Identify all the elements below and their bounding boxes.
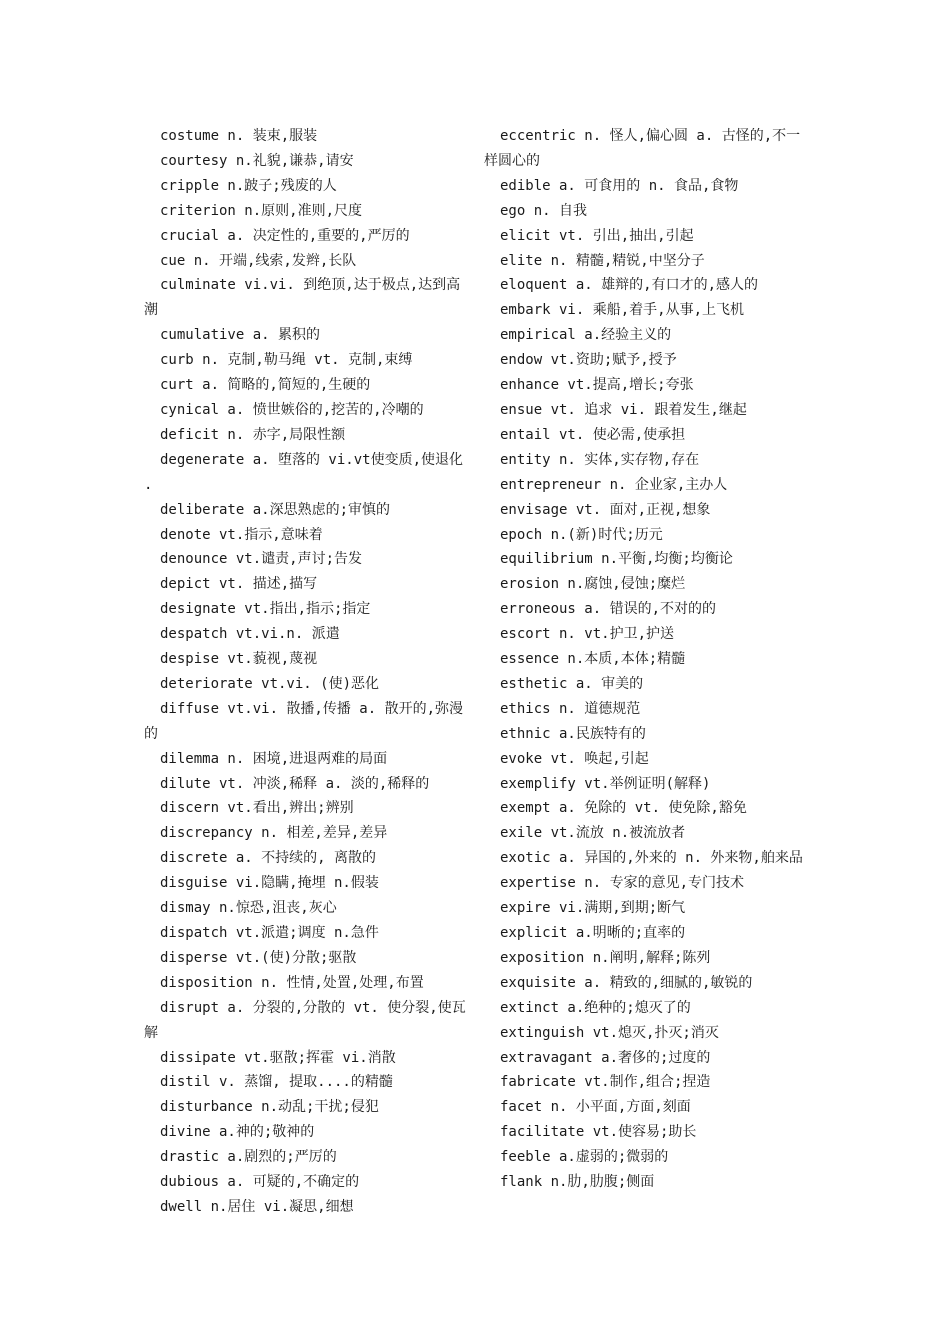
vocabulary-entry: denote vt.指示,意味着 (160, 526, 323, 543)
vocabulary-entry: crucial a. 决定性的,重要的,严厉的 (160, 227, 410, 244)
vocabulary-entry: exquisite a. 精致的,细腻的,敏锐的 (500, 974, 753, 991)
vocabulary-entry: fabricate vt.制作,组合;捏造 (500, 1074, 711, 1091)
vocabulary-entry: edible a. 可食用的 n. 食品,食物 (500, 177, 739, 194)
vocabulary-entry: curt a. 简略的,简短的,生硬的 (160, 377, 371, 394)
vocabulary-entry: degenerate a. 堕落的 vi.vt使变质,使退化 . (144, 451, 464, 493)
vocabulary-entry: extinct a.绝种的;熄灭了的 (500, 999, 691, 1016)
vocabulary-entry: facilitate vt.使容易;助长 (500, 1124, 697, 1141)
vocabulary-entry: discrete a. 不持续的, 离散的 (160, 850, 377, 867)
vocabulary-entry: discern vt.看出,辨出;辨别 (160, 800, 354, 817)
vocabulary-entry: distil v. 蒸馏, 提取....的精髓 (160, 1074, 393, 1091)
vocabulary-entry: envisage vt. 面对,正视,想象 (500, 501, 711, 518)
vocabulary-entry: disperse vt.(使)分散;驱散 (160, 949, 357, 966)
vocabulary-entry: evoke vt. 唤起,引起 (500, 750, 649, 767)
vocabulary-entry: despise vt.藐视,蔑视 (160, 651, 318, 668)
vocabulary-entry: disrupt a. 分裂的,分散的 vt. 使分裂,使瓦解 (144, 999, 466, 1041)
vocabulary-entry: deliberate a.深思熟虑的;审慎的 (160, 501, 391, 518)
vocabulary-entry: deteriorate vt.vi. (使)恶化 (160, 675, 380, 692)
vocabulary-entry: dubious a. 可疑的,不确定的 (160, 1174, 360, 1191)
vocabulary-entry: elite n. 精髓,精锐,中坚分子 (500, 252, 705, 269)
vocabulary-entry: dilute vt. 冲淡,稀释 a. 淡的,稀释的 (160, 775, 430, 792)
vocabulary-entry: entail vt. 使必需,使承担 (500, 426, 686, 443)
vocabulary-entry: entity n. 实体,实存物,存在 (500, 451, 700, 468)
vocabulary-entry: dwell n.居住 vi.凝思,细想 (160, 1198, 354, 1215)
vocabulary-entry: cynical a. 愤世嫉俗的,挖苦的,冷嘲的 (160, 401, 424, 418)
vocabulary-entry: embark vi. 乘船,着手,从事,上飞机 (500, 302, 745, 319)
vocabulary-entry: esthetic a. 审美的 (500, 675, 644, 692)
vocabulary-entry: essence n.本质,本体;精髓 (500, 651, 686, 668)
vocabulary-entry: drastic a.剧烈的;严厉的 (160, 1149, 337, 1166)
vocabulary-entry: exile vt.流放 n.被流放者 (500, 825, 686, 842)
vocabulary-entry: exposition n.阐明,解释;陈列 (500, 949, 711, 966)
vocabulary-entry: dispatch vt.派遣;调度 n.急件 (160, 925, 379, 941)
vocabulary-entry: divine a.神的;敬神的 (160, 1124, 315, 1141)
vocabulary-entry: facet n. 小平面,方面,刻面 (500, 1099, 691, 1116)
vocabulary-entry: cue n. 开端,线索,发辫,长队 (160, 252, 357, 269)
vocabulary-entry: exemplify vt.举例证明(解释) (500, 775, 711, 792)
vocabulary-entry: eloquent a. 雄辩的,有口才的,感人的 (500, 277, 759, 294)
left-vocabulary-column (144, 124, 474, 1220)
vocabulary-entry: curb n. 克制,勒马绳 vt. 克制,束缚 (160, 352, 413, 369)
vocabulary-entry: eccentric n. 怪人,偏心圆 a. 古怪的,不一样圆心的 (484, 128, 801, 169)
vocabulary-entry: enhance vt.提高,增长;夸张 (500, 377, 694, 394)
vocabulary-entry: denounce vt.谴责,声讨;告发 (160, 551, 363, 568)
vocabulary-entry: discrepancy n. 相差,差异,差异 (160, 825, 388, 842)
vocabulary-entry: ethics n. 道德规范 (500, 700, 641, 717)
vocabulary-entry: entrepreneur n. 企业家,主办人 (500, 476, 728, 493)
vocabulary-entry: criterion n.原则,准则,尺度 (160, 202, 363, 219)
vocabulary-entry: disturbance n.动乱;干扰;侵犯 (160, 1099, 379, 1116)
vocabulary-entry: designate vt.指出,指示;指定 (160, 601, 371, 618)
vocabulary-entry: extravagant a.奢侈的;过度的 (500, 1049, 711, 1066)
vocabulary-entry: disposition n. 性情,处置,处理,布置 (160, 974, 424, 991)
vocabulary-entry: expire vi.满期,到期;断气 (500, 900, 686, 917)
vocabulary-entry: culminate vi.vi. 到绝顶,达于极点,达到高潮 (144, 277, 461, 319)
vocabulary-entry: empirical a.经验主义的 (500, 327, 672, 344)
right-vocabulary-column (484, 124, 814, 1195)
vocabulary-entry: exotic a. 异国的,外来的 n. 外来物,舶来品 (500, 850, 803, 867)
vocabulary-entry: ego n. 自我 (500, 202, 588, 219)
vocabulary-entry: disguise vi.隐瞒,掩埋 n.假装 (160, 875, 379, 892)
vocabulary-entry: cumulative a. 累积的 (160, 327, 321, 344)
vocabulary-entry: diffuse vt.vi. 散播,传播 a. 散开的,弥漫的 (144, 700, 464, 742)
vocabulary-entry: deficit n. 赤字,局限性额 (160, 426, 346, 443)
vocabulary-entry: erroneous a. 错误的,不对的的 (500, 601, 717, 618)
vocabulary-entry: courtesy n.礼貌,谦恭,请安 (160, 152, 354, 169)
vocabulary-entry: explicit a.明晰的;直率的 (500, 925, 686, 941)
vocabulary-entry: erosion n.腐蚀,侵蚀;糜烂 (500, 576, 686, 593)
vocabulary-entry: dilemma n. 困境,进退两难的局面 (160, 750, 388, 767)
vocabulary-entry: despatch vt.vi.n. 派遣 (160, 626, 340, 643)
vocabulary-entry: depict vt. 描述,描写 (160, 576, 318, 593)
vocabulary-entry: exempt a. 免除的 vt. 使免除,豁免 (500, 800, 747, 817)
vocabulary-entry: cripple n.跛子;残废的人 (160, 177, 337, 194)
vocabulary-entry: endow vt.资助;赋予,授予 (500, 352, 677, 369)
vocabulary-entry: expertise n. 专家的意见,专门技术 (500, 875, 745, 892)
vocabulary-entry: escort n. vt.护卫,护送 (500, 626, 675, 643)
vocabulary-entry: extinguish vt.熄灭,扑灭;消灭 (500, 1024, 719, 1041)
vocabulary-entry: costume n. 装束,服装 (160, 128, 318, 144)
vocabulary-entry: feeble a.虚弱的;微弱的 (500, 1149, 669, 1166)
vocabulary-entry: dissipate vt.驱散;挥霍 vi.消散 (160, 1049, 396, 1066)
vocabulary-entry: elicit vt. 引出,抽出,引起 (500, 227, 694, 244)
vocabulary-entry: epoch n.(新)时代;历元 (500, 526, 663, 543)
vocabulary-entry: flank n.肋,肋腹;侧面 (500, 1174, 655, 1191)
vocabulary-entry: equilibrium n.平衡,均衡;均衡论 (500, 551, 733, 568)
vocabulary-entry: dismay n.惊恐,沮丧,灰心 (160, 900, 337, 917)
vocabulary-entry: ethnic a.民族特有的 (500, 725, 646, 742)
vocabulary-entry: ensue vt. 追求 vi. 跟着发生,继起 (500, 401, 747, 418)
